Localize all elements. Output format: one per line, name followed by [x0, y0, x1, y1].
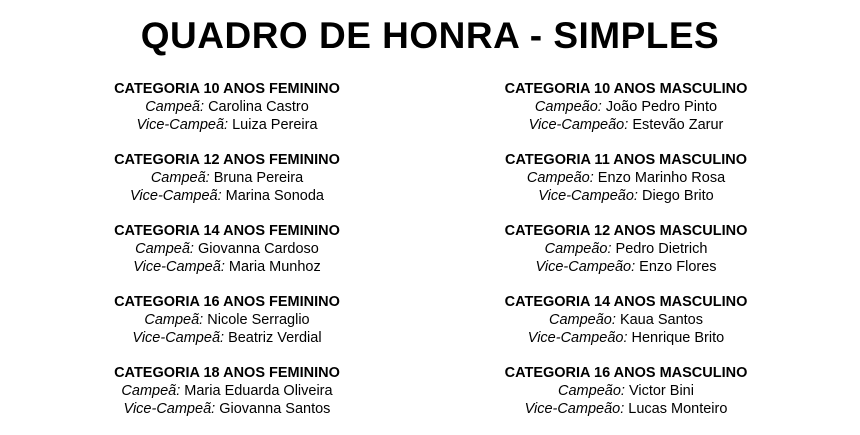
champion-label: Campeã:	[144, 312, 204, 328]
champion-name: Pedro Dietrich	[615, 241, 708, 257]
runner-up-label: Vice-Campeã:	[130, 188, 222, 204]
champion-line	[461, 98, 791, 116]
runner-up-label: Vice-Campeão:	[535, 259, 636, 275]
category-block-female-18	[62, 364, 392, 435]
champion-label: Campeã:	[150, 170, 210, 186]
champion-name: Victor Bini	[628, 383, 694, 399]
champion-line	[461, 382, 791, 400]
runner-up-name: Beatriz Verdial	[228, 330, 322, 346]
runner-up-line	[62, 400, 392, 418]
champion-line	[62, 169, 392, 187]
champion-label: Campeão:	[526, 170, 594, 186]
category-title: CATEGORIA 10 ANOS MASCULINO	[504, 81, 748, 97]
runner-up-name: Lucas Monteiro	[628, 401, 728, 417]
runner-up-name: Luiza Pereira	[232, 117, 318, 133]
champion-line	[62, 311, 392, 329]
category-title: CATEGORIA 14 ANOS FEMININO	[114, 223, 340, 239]
category-block-male-14	[461, 293, 791, 364]
runner-up-line	[62, 258, 392, 276]
category-title: CATEGORIA 14 ANOS MASCULINO	[504, 294, 748, 310]
champion-line	[62, 98, 392, 116]
runner-up-line	[461, 258, 791, 276]
female-column	[62, 80, 392, 435]
category-block-male-12	[461, 222, 791, 293]
male-column	[461, 80, 791, 435]
champion-line	[461, 311, 791, 329]
champion-name: Carolina Castro	[208, 99, 309, 115]
runner-up-label: Vice-Campeã:	[136, 117, 229, 133]
champion-line	[62, 382, 392, 400]
runner-up-line	[62, 187, 392, 205]
champion-label: Campeã:	[145, 99, 205, 115]
champion-line	[62, 240, 392, 258]
category-block-male-10	[461, 80, 791, 151]
runner-up-line	[461, 329, 791, 347]
runner-up-line	[461, 187, 791, 205]
champion-name: Giovanna Cardoso	[197, 241, 319, 257]
category-block-female-12	[62, 151, 392, 222]
runner-up-label: Vice-Campeão:	[538, 188, 638, 204]
runner-up-line	[62, 116, 392, 134]
champion-label: Campeão:	[534, 99, 602, 115]
champion-name: Maria Eduarda Oliveira	[184, 383, 333, 399]
champion-label: Campeã:	[121, 383, 181, 399]
category-title: CATEGORIA 11 ANOS MASCULINO	[505, 152, 747, 168]
runner-up-line	[461, 116, 791, 134]
runner-up-name: Maria Munhoz	[228, 259, 321, 275]
runner-up-label: Vice-Campeã:	[132, 330, 225, 346]
runner-up-name: Diego Brito	[641, 188, 714, 204]
category-block-female-14	[62, 222, 392, 293]
champion-label: Campeão:	[549, 312, 616, 328]
runner-up-name: Estevão Zarur	[632, 117, 724, 133]
runner-up-label: Vice-Campeã:	[123, 401, 216, 417]
category-title: CATEGORIA 12 ANOS FEMININO	[114, 152, 340, 168]
category-block-male-11	[461, 151, 791, 222]
category-title: CATEGORIA 12 ANOS MASCULINO	[504, 223, 748, 239]
category-title: CATEGORIA 16 ANOS MASCULINO	[504, 365, 748, 381]
champion-label: Campeã:	[135, 241, 194, 257]
runner-up-line	[461, 400, 791, 418]
category-block-female-16	[62, 293, 392, 364]
category-title: CATEGORIA 10 ANOS FEMININO	[114, 81, 340, 97]
runner-up-label: Vice-Campeão:	[524, 401, 625, 417]
champion-name: Enzo Marinho Rosa	[597, 170, 726, 186]
category-block-male-16	[461, 364, 791, 435]
category-title: CATEGORIA 16 ANOS FEMININO	[114, 294, 340, 310]
category-block-female-10	[62, 80, 392, 151]
runner-up-name: Enzo Flores	[639, 259, 717, 275]
runner-up-label: Vice-Campeão:	[528, 117, 629, 133]
runner-up-label: Vice-Campeão:	[527, 330, 628, 346]
runner-up-line	[62, 329, 392, 347]
champion-line	[461, 169, 791, 187]
runner-up-name: Marina Sonoda	[225, 188, 324, 204]
champion-name: Nicole Serraglio	[207, 312, 310, 328]
champion-label: Campeão:	[544, 241, 612, 257]
category-title: CATEGORIA 18 ANOS FEMININO	[114, 365, 340, 381]
runner-up-name: Henrique Brito	[631, 330, 725, 346]
runner-up-label: Vice-Campeã:	[133, 259, 225, 275]
page-title: QUADRO DE HONRA - SIMPLES	[140, 15, 720, 56]
champion-name: Bruna Pereira	[213, 170, 304, 186]
champion-line	[461, 240, 791, 258]
champion-label: Campeão:	[558, 383, 625, 399]
champion-name: João Pedro Pinto	[605, 99, 718, 115]
champion-name: Kaua Santos	[619, 312, 703, 328]
runner-up-name: Giovanna Santos	[219, 401, 331, 417]
